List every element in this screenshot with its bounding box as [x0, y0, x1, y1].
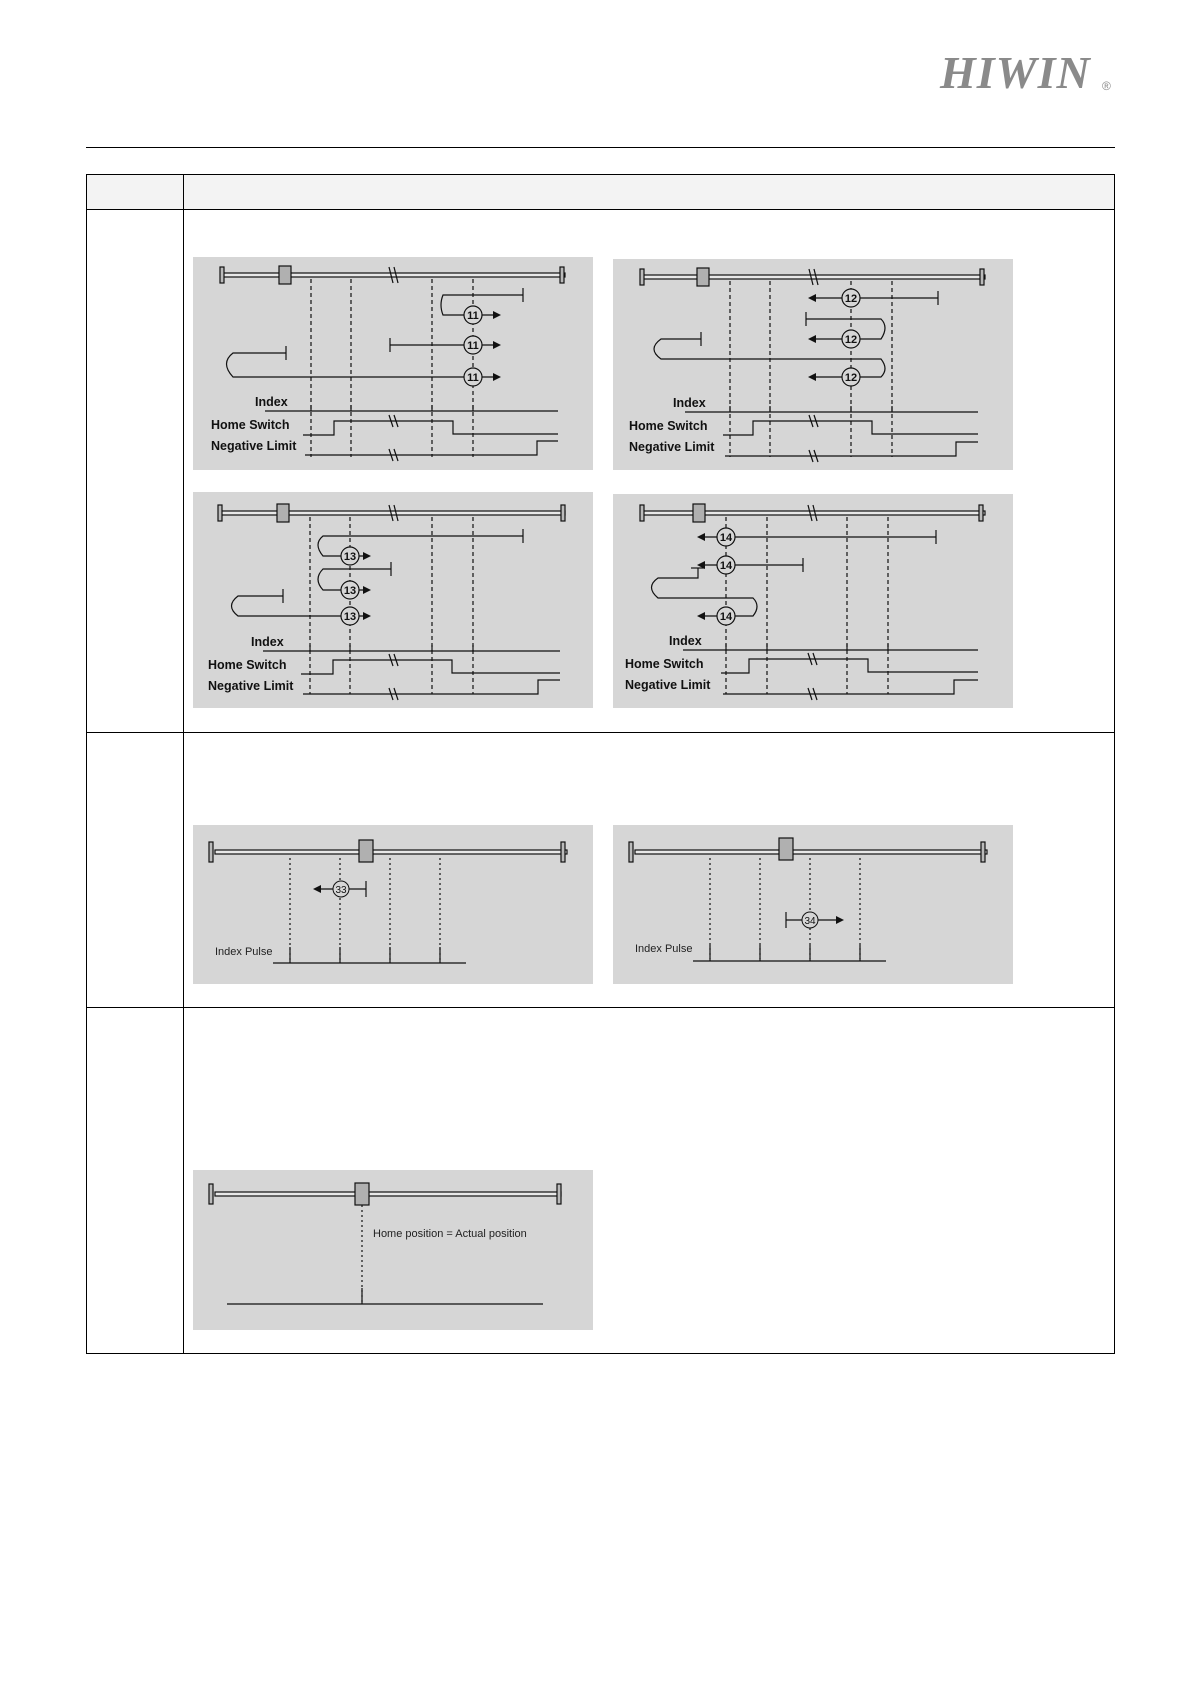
label-index: Index — [669, 634, 702, 648]
figure-homing-35 — [193, 1170, 593, 1330]
figure-homing-14 — [613, 494, 1013, 708]
method-number-11c: 11 — [467, 372, 479, 384]
column-divider — [183, 174, 184, 1354]
header-row-border — [86, 209, 1115, 210]
row-border-2 — [86, 1007, 1115, 1008]
diagram-34 — [613, 825, 1013, 984]
diagram-11 — [193, 257, 593, 470]
label-negative-limit: Negative Limit — [629, 440, 715, 454]
label-home-switch: Home Switch — [629, 419, 708, 433]
row-border-1 — [86, 732, 1115, 733]
method-number-14b: 14 — [719, 560, 733, 572]
method-number-11b: 11 — [467, 340, 479, 352]
figure-homing-13 — [193, 492, 593, 708]
method-number-12c: 12 — [844, 372, 858, 384]
figure-homing-12 — [613, 259, 1013, 470]
label-index: Index — [673, 396, 706, 410]
diagram-14 — [613, 494, 1013, 708]
method-number-13b: 13 — [343, 585, 357, 597]
method-number-13a: 13 — [343, 551, 357, 563]
figure-homing-33 — [193, 825, 593, 984]
header-rule — [86, 147, 1115, 148]
label-home-switch: Home Switch — [211, 418, 290, 432]
figure-homing-11 — [193, 257, 593, 470]
label-home-switch: Home Switch — [625, 657, 704, 671]
method-number-14a: 14 — [719, 532, 733, 544]
registered-mark: ® — [1102, 79, 1111, 93]
diagram-35 — [193, 1170, 593, 1330]
label-negative-limit: Negative Limit — [208, 679, 294, 693]
diagram-12 — [613, 259, 1013, 470]
label-index-pulse: Index Pulse — [215, 946, 273, 958]
label-home-switch: Home Switch — [208, 658, 287, 672]
logo-text: HIWIN — [940, 47, 1091, 98]
method-number-12a: 12 — [844, 293, 858, 305]
label-home-equals-actual: Home position = Actual position — [373, 1228, 527, 1240]
method-number-14c: 14 — [719, 611, 733, 623]
label-index: Index — [255, 395, 288, 409]
label-index: Index — [251, 635, 284, 649]
method-number-34: 34 — [804, 916, 816, 927]
hiwin-logo — [938, 44, 1118, 102]
figure-homing-34 — [613, 825, 1013, 984]
diagram-33 — [193, 825, 593, 984]
method-number-11a: 11 — [467, 310, 479, 322]
method-number-33: 33 — [335, 885, 347, 896]
method-number-13c: 13 — [343, 611, 357, 623]
label-negative-limit: Negative Limit — [211, 439, 297, 453]
label-negative-limit: Negative Limit — [625, 678, 711, 692]
method-number-12b: 12 — [844, 334, 858, 346]
label-index-pulse: Index Pulse — [635, 943, 693, 955]
diagram-13 — [193, 492, 593, 708]
